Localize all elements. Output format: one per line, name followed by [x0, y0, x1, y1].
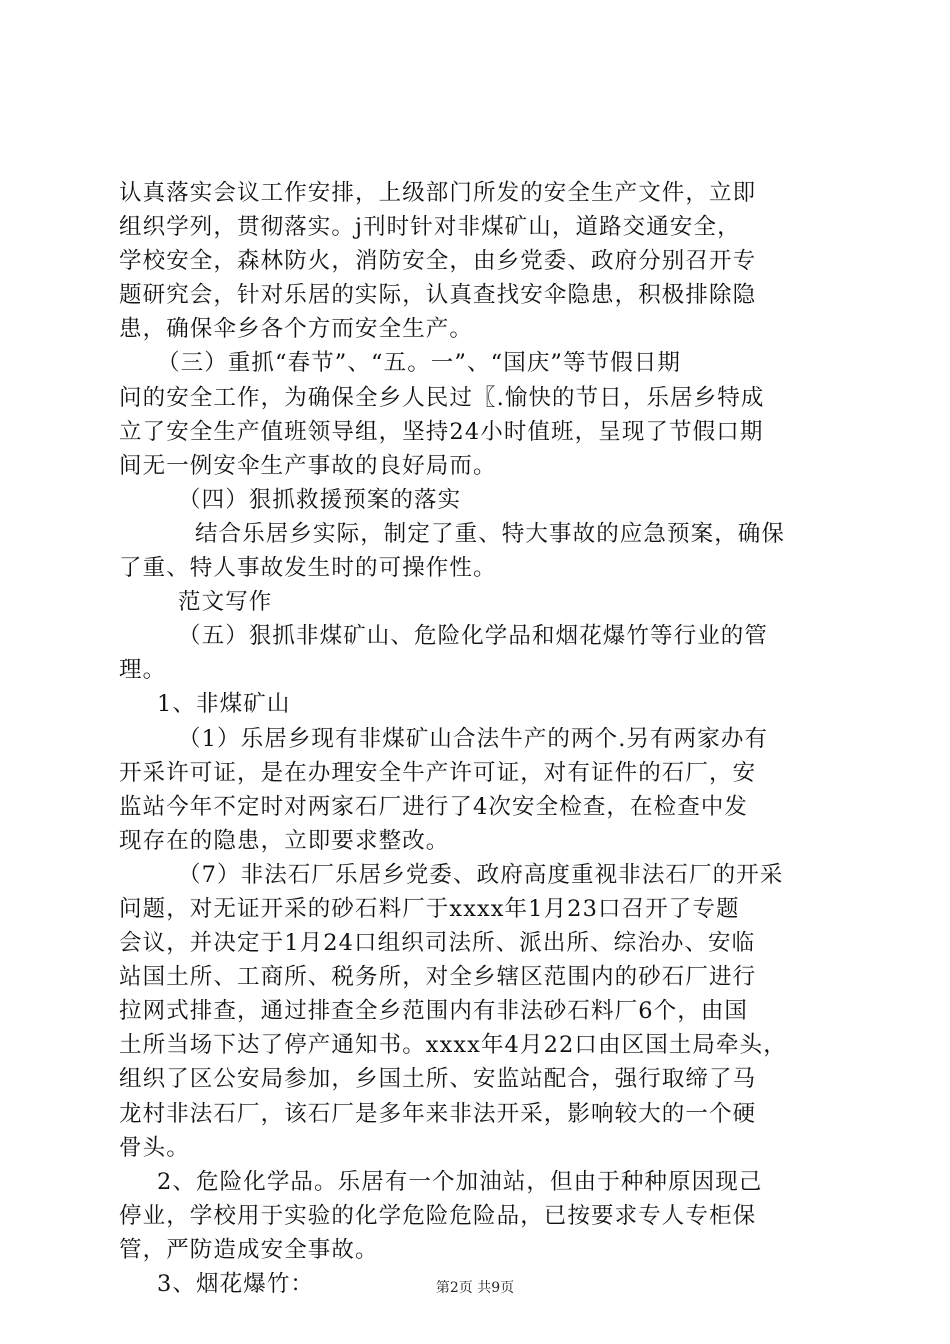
- text-line: 监站今年不定时对两家石厂进行了4次安全检查，在检查中发: [119, 793, 749, 820]
- text-line: 开采许可证，是在办理安全牛产许可证，对有证件的石厂，安: [119, 759, 757, 786]
- text-line: 认真落实会议工作安排，上级部门所发的安全生产文件，立即: [119, 180, 757, 206]
- page-number-footer: 第2页 共9页: [435, 1280, 515, 1296]
- text-line: 组织学列，贯彻落实。j刊时针对非煤矿山，道路交通安全，: [119, 214, 741, 241]
- text-line: 范文写作: [178, 589, 273, 616]
- text-line: 立了安全生产值班领导组，坚持24小时值班，呈现了节假口期: [119, 418, 764, 445]
- subsection-heading: 1、非煤矿山: [157, 691, 291, 718]
- text-line: 会议，并决定于1月24口组织司法所、派出所、综治办、安临: [119, 930, 756, 957]
- text-line: 结合乐居乡实际，制定了重、特大事故的应急预案，确保: [195, 520, 786, 547]
- text-line: 了重、特人事故发生时的可操作性。: [119, 555, 497, 582]
- subsection-heading: 3、烟花爆竹：: [157, 1271, 315, 1297]
- text-line: 间无一例安伞生产事故的良好局而。: [119, 452, 497, 479]
- text-line: 患，确保伞乡各个方而安全生产。: [119, 316, 474, 343]
- text-line: 现存在的隐患，立即要求整改。: [119, 827, 450, 854]
- text-line: 题研究会，针对乐居的实际，认真查找安伞隐患，积极排除隐: [119, 282, 757, 309]
- text-line: 管，严防造成安全事故。: [119, 1236, 379, 1263]
- section-heading: （四）狠抓救援预案的落实: [178, 486, 462, 513]
- text-line: （7）非法石厂乐居乡党委、政府高度重视非法石厂的开采: [178, 861, 784, 888]
- text-line: 拉网式排查，通过排查全乡范围内有非法砂石料厂6个，由国: [119, 998, 749, 1025]
- subsection-heading: 2、危险化学品。乐居有一个加油站，但由于种种原因现己: [157, 1168, 763, 1195]
- text-line: 停业，学校用于实验的化学危险危险品，已按要求专人专柜保: [119, 1202, 757, 1229]
- text-line: 问题，对无证开采的砂石料厂于xxxx年1月23口召开了专题: [119, 895, 740, 922]
- text-line: 学校安全，森林防火，消防安全，由乡党委、政府分别召开专: [119, 248, 757, 275]
- section-heading: （三）重抓“春节”、“五。一”、“国庆”等节假日期: [157, 350, 682, 377]
- section-heading: （五）狠抓非煤矿山、危险化学品和烟花爆竹等行业的管: [178, 623, 769, 650]
- text-line: 骨头。: [119, 1134, 190, 1161]
- text-line: 土所当场下达了停产通知书。xxxx年4月22口由区国土局牵头，: [119, 1032, 787, 1059]
- text-line: 理。: [119, 657, 167, 684]
- text-line: 问的安全工作，为确保全乡人民过〖.愉快的节日，乐居乡特成: [119, 384, 765, 411]
- text-line: 龙村非法石厂，该石厂是多年来非法开采，影响较大的一个硬: [119, 1100, 757, 1127]
- text-line: （1）乐居乡现有非煤矿山合法牛产的两个.另有两家办有: [178, 725, 769, 752]
- body-text: [119, 176, 834, 1301]
- text-line: 组织了区公安局参加，乡国土所、安监站配合，强行取缔了马: [119, 1066, 757, 1093]
- text-line: 站国土所、工商所、税务所，对全乡辖区范围内的砂石厂进行: [119, 964, 757, 991]
